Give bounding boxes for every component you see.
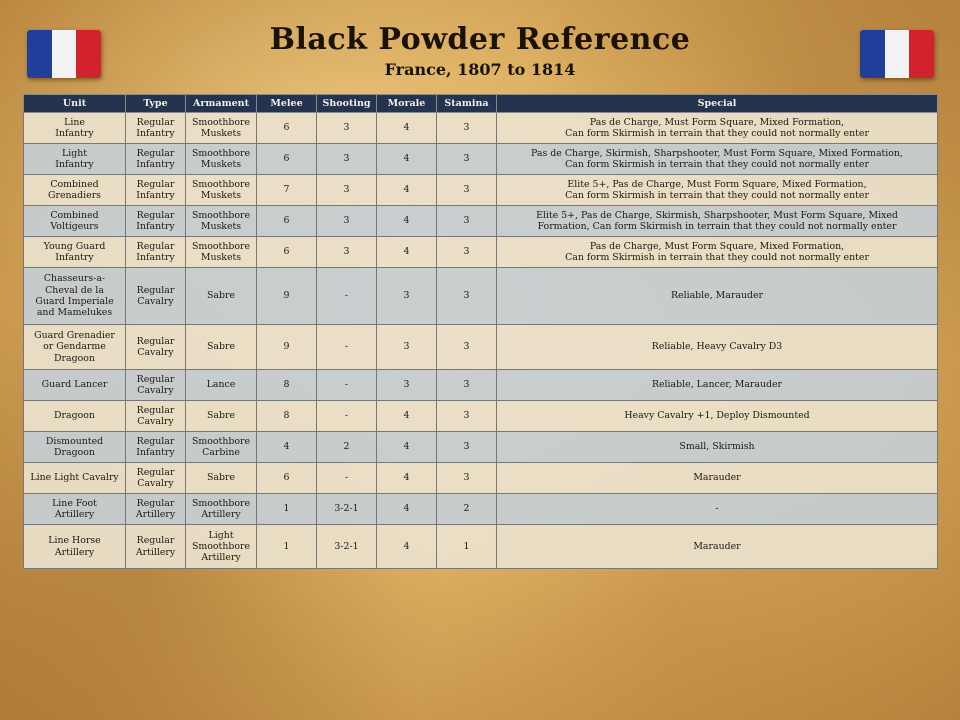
table-row (24, 268, 938, 325)
cell-morale: 4 (377, 463, 437, 494)
cell-type: Regular Infantry (126, 113, 186, 144)
cell-armament: Sabre (186, 268, 257, 325)
cell-morale: 4 (377, 401, 437, 432)
reference-table (23, 94, 938, 569)
cell-morale: 4 (377, 144, 437, 175)
table-header-row (24, 95, 938, 113)
cell-stamina: 3 (437, 237, 497, 268)
cell-type: Regular Cavalry (126, 268, 186, 325)
cell-morale: 4 (377, 175, 437, 206)
table-row (24, 494, 938, 525)
cell-armament: Sabre (186, 325, 257, 370)
table-row (24, 206, 938, 237)
cell-special: Marauder (497, 463, 938, 494)
cell-type: Regular Infantry (126, 206, 186, 237)
cell-special: Pas de Charge, Skirmish, Sharpshooter, Must Form Square, Mixed Formation, Can form Skirmish in terrain that they could not normally enter (497, 144, 938, 175)
cell-morale: 3 (377, 325, 437, 370)
cell-shooting: - (317, 325, 377, 370)
cell-morale: 3 (377, 268, 437, 325)
column-header-armament: Armament (186, 95, 257, 113)
cell-special: Pas de Charge, Must Form Square, Mixed Formation, Can form Skirmish in terrain that they could not normally enter (497, 113, 938, 144)
cell-morale: 4 (377, 432, 437, 463)
cell-shooting: 3-2-1 (317, 494, 377, 525)
cell-shooting: 3 (317, 175, 377, 206)
cell-melee: 9 (257, 268, 317, 325)
cell-unit: Combined Grenadiers (24, 175, 126, 206)
table-row (24, 432, 938, 463)
table-row (24, 113, 938, 144)
cell-type: Regular Artillery (126, 525, 186, 569)
column-header-special: Special (497, 95, 938, 113)
cell-special: Small, Skirmish (497, 432, 938, 463)
cell-morale: 4 (377, 113, 437, 144)
cell-unit: Guard Lancer (24, 370, 126, 401)
cell-melee: 6 (257, 237, 317, 268)
cell-stamina: 3 (437, 401, 497, 432)
cell-stamina: 3 (437, 144, 497, 175)
cell-type: Regular Cavalry (126, 370, 186, 401)
cell-melee: 6 (257, 113, 317, 144)
cell-armament: Light Smoothbore Artillery (186, 525, 257, 569)
cell-armament: Smoothbore Artillery (186, 494, 257, 525)
cell-stamina: 3 (437, 432, 497, 463)
cell-unit: Dismounted Dragoon (24, 432, 126, 463)
cell-special: - (497, 494, 938, 525)
cell-unit: Line Foot Artillery (24, 494, 126, 525)
cell-unit: Line Infantry (24, 113, 126, 144)
cell-melee: 6 (257, 206, 317, 237)
cell-shooting: - (317, 370, 377, 401)
cell-type: Regular Infantry (126, 237, 186, 268)
column-header-stamina: Stamina (437, 95, 497, 113)
cell-unit: Chasseurs-a- Cheval de la Guard Imperiale and Mamelukes (24, 268, 126, 325)
table-row (24, 144, 938, 175)
page-subtitle: France, 1807 to 1814 (384, 60, 576, 79)
cell-type: Regular Infantry (126, 144, 186, 175)
cell-stamina: 3 (437, 325, 497, 370)
cell-special: Elite 5+, Pas de Charge, Must Form Square, Mixed Formation, Can form Skirmish in terrain that they could not normally enter (497, 175, 938, 206)
cell-melee: 1 (257, 525, 317, 569)
column-header-morale: Morale (377, 95, 437, 113)
cell-unit: Combined Voltigeurs (24, 206, 126, 237)
column-header-melee: Melee (257, 95, 317, 113)
cell-melee: 8 (257, 370, 317, 401)
table-row (24, 325, 938, 370)
cell-melee: 1 (257, 494, 317, 525)
cell-melee: 9 (257, 325, 317, 370)
cell-type: Regular Cavalry (126, 401, 186, 432)
cell-morale: 3 (377, 370, 437, 401)
cell-type: Regular Infantry (126, 175, 186, 206)
table-row (24, 525, 938, 569)
cell-stamina: 3 (437, 175, 497, 206)
cell-shooting: 2 (317, 432, 377, 463)
column-header-unit: Unit (24, 95, 126, 113)
cell-stamina: 1 (437, 525, 497, 569)
table-row (24, 401, 938, 432)
cell-shooting: - (317, 268, 377, 325)
table-row (24, 370, 938, 401)
cell-special: Elite 5+, Pas de Charge, Skirmish, Sharpshooter, Must Form Square, Mixed Formation, Can form Skirmish in terrain that they could not normally enter (497, 206, 938, 237)
cell-unit: Dragoon (24, 401, 126, 432)
cell-type: Regular Infantry (126, 432, 186, 463)
cell-unit: Light Infantry (24, 144, 126, 175)
cell-special: Reliable, Lancer, Marauder (497, 370, 938, 401)
cell-unit: Young Guard Infantry (24, 237, 126, 268)
cell-type: Regular Artillery (126, 494, 186, 525)
column-header-shooting: Shooting (317, 95, 377, 113)
cell-special: Reliable, Heavy Cavalry D3 (497, 325, 938, 370)
cell-morale: 4 (377, 237, 437, 268)
table-row (24, 463, 938, 494)
cell-shooting: - (317, 463, 377, 494)
cell-armament: Smoothbore Muskets (186, 175, 257, 206)
cell-stamina: 3 (437, 370, 497, 401)
cell-special: Pas de Charge, Must Form Square, Mixed Formation, Can form Skirmish in terrain that they could not normally enter (497, 237, 938, 268)
cell-unit: Line Light Cavalry (24, 463, 126, 494)
cell-melee: 8 (257, 401, 317, 432)
cell-type: Regular Cavalry (126, 463, 186, 494)
cell-special: Heavy Cavalry +1, Deploy Dismounted (497, 401, 938, 432)
cell-stamina: 3 (437, 268, 497, 325)
cell-shooting: 3 (317, 206, 377, 237)
cell-armament: Smoothbore Muskets (186, 113, 257, 144)
cell-shooting: 3-2-1 (317, 525, 377, 569)
column-header-type: Type (126, 95, 186, 113)
cell-shooting: - (317, 401, 377, 432)
cell-armament: Sabre (186, 401, 257, 432)
cell-melee: 6 (257, 144, 317, 175)
table-body (24, 113, 938, 569)
table-row (24, 175, 938, 206)
cell-shooting: 3 (317, 237, 377, 268)
cell-armament: Sabre (186, 463, 257, 494)
cell-morale: 4 (377, 525, 437, 569)
cell-melee: 7 (257, 175, 317, 206)
cell-armament: Lance (186, 370, 257, 401)
cell-stamina: 2 (437, 494, 497, 525)
cell-morale: 4 (377, 494, 437, 525)
table-row (24, 237, 938, 268)
page-title: Black Powder Reference (269, 22, 691, 57)
cell-unit: Guard Grenadier or Gendarme Dragoon (24, 325, 126, 370)
cell-type: Regular Cavalry (126, 325, 186, 370)
cell-armament: Smoothbore Muskets (186, 237, 257, 268)
cell-stamina: 3 (437, 463, 497, 494)
cell-unit: Line Horse Artillery (24, 525, 126, 569)
cell-armament: Smoothbore Muskets (186, 206, 257, 237)
cell-armament: Smoothbore Muskets (186, 144, 257, 175)
cell-armament: Smoothbore Carbine (186, 432, 257, 463)
cell-shooting: 3 (317, 144, 377, 175)
cell-morale: 4 (377, 206, 437, 237)
cell-special: Reliable, Marauder (497, 268, 938, 325)
cell-stamina: 3 (437, 113, 497, 144)
cell-shooting: 3 (317, 113, 377, 144)
cell-stamina: 3 (437, 206, 497, 237)
cell-melee: 6 (257, 463, 317, 494)
cell-melee: 4 (257, 432, 317, 463)
cell-special: Marauder (497, 525, 938, 569)
